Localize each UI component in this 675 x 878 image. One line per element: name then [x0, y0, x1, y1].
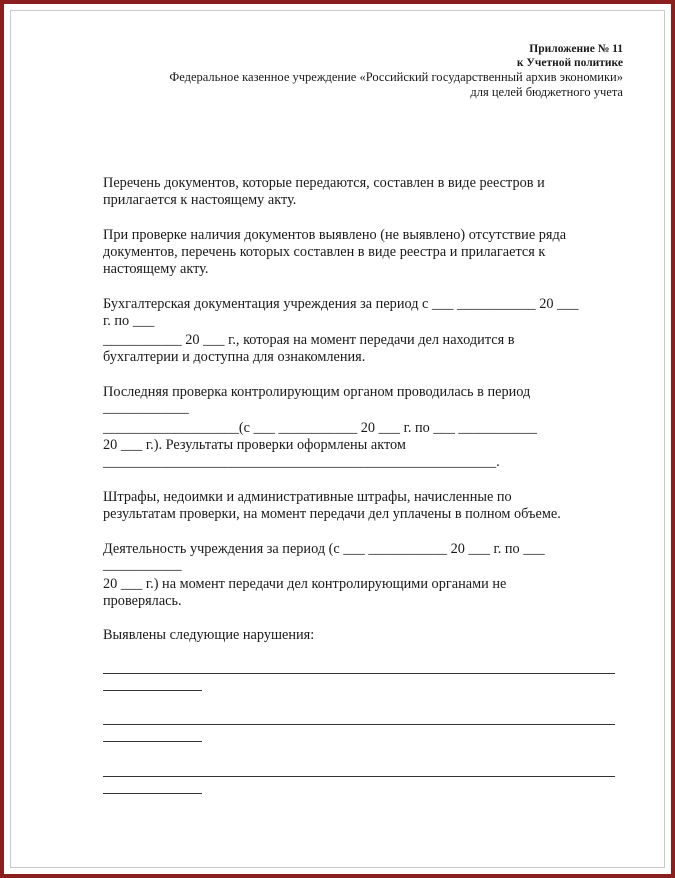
violation-line-1-short	[103, 690, 202, 691]
violation-line-3	[103, 776, 615, 777]
p4-line-5: _______________________________________________________.	[103, 454, 500, 470]
p2-line-3: настоящему акту.	[103, 261, 209, 277]
p4-line-1: Последняя проверка контролирующим органом проводилась в период	[103, 384, 531, 400]
p4-line-4: 20 ___ г.). Результаты проверки оформлены актом	[103, 437, 406, 453]
p6-line-2: ___________	[103, 557, 182, 573]
violation-line-2-short	[103, 741, 202, 742]
accounting-purpose: для целей бюджетного учета	[470, 85, 623, 99]
violation-line-3-short	[103, 793, 202, 794]
p5-line-1: Штрафы, недоимки и административные штрафы, начисленные по	[103, 489, 512, 505]
violation-line-2	[103, 724, 615, 725]
p4-line-2: ____________	[103, 400, 189, 416]
p3-line-4: бухгалтерии и доступна для ознакомления.	[103, 349, 366, 365]
p5-line-2: результатам проверки, на момент передачи дел уплачены в полном объеме.	[103, 506, 561, 522]
p1-line-2: прилагается к настоящему акту.	[103, 192, 297, 208]
p3-line-3: ___________ 20 ___ г., которая на момент передачи дел находится в	[103, 332, 515, 348]
p6-line-1: Деятельность учреждения за период (с ___ ___________ 20 ___ г. по ___	[103, 541, 545, 557]
p6-line-3: 20 ___ г.) на момент передачи дел контролирующими органами не	[103, 576, 507, 592]
p2-line-1: При проверке наличия документов выявлено (не выявлено) отсутствие ряда	[103, 227, 567, 243]
p6-line-4: проверялась.	[103, 593, 182, 609]
institution-name: Федеральное казенное учреждение «Российский государственный архив экономики»	[169, 70, 623, 84]
p7-line-1: Выявлены следующие нарушения:	[103, 627, 315, 643]
violation-line-1	[103, 673, 615, 674]
p2-line-2: документов, перечень которых составлен в виде реестра и прилагается к	[103, 244, 546, 260]
p1-line-1: Перечень документов, которые передаются, составлен в виде реестров и	[103, 175, 545, 191]
appendix-number: Приложение № 11	[529, 43, 623, 55]
p3-line-2: г. по ___	[103, 313, 155, 329]
p3-line-1: Бухгалтерская документация учреждения за период с ___ ___________ 20 ___	[103, 296, 579, 312]
policy-reference: к Учетной политике	[516, 57, 623, 69]
p4-line-3: ___________________(с ___ ___________ 20 ___ г. по ___ ___________	[103, 420, 538, 436]
